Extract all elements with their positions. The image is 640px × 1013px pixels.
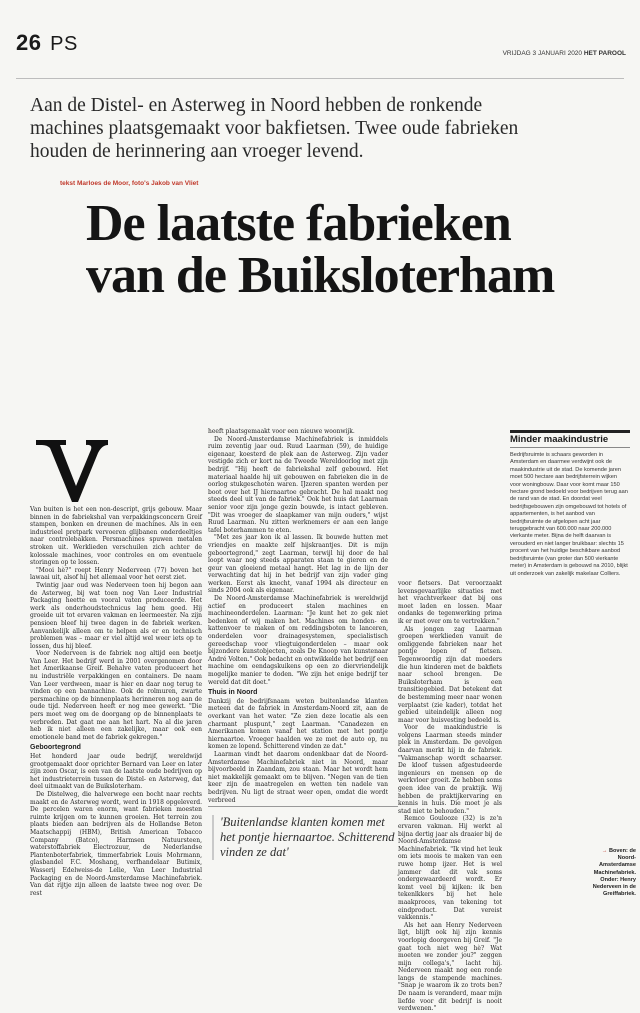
col3-paragraph: Als jongen zag Laarman groepen werklieden vanuit de omliggende fabrieken naar het pontje lopen of fietsen. Tegenwoordig zijn dat moeders die hun kinderen met de bakfiets naar school brengen. De Buiksloterham is een transitiegebied. Dat betekent dat de bestemming meer naar wonen verplaatst (zie kader), totdat het gebied uiteindelijk alleen nog maar voor huisvesting bedoeld is.: [398, 625, 502, 724]
header-meta: [503, 50, 626, 57]
col2-paragraph: De Noord-Amsterdamse Machinefabriek is inmiddels ruim zeventig jaar oud. Ruud Laarman (59), de huidige eigenaar, koesterd de plek aan de Asterweg. Zijn vader vestigde zich er kort na de Tweede Wereldoorlog met zijn bedrijf. "Hij heeft de fabriekshal zelf gebouwd. Het materiaal haalde hij uit gebouwen en fabrieken die in de oorlog stukgeschoten waren. IJzeren spanten werden per boot over het IJ hiernaartoe gebracht. De hal maakt nog steeds deel uit van de fabriek." Ook het huis dat Laarman senior voor zijn jonge gezin bouwde, is intact gebleven. "Dit was vroeger de slaapkamer van mijn ouders," wijst Ruud Laarman. Nu zitten werknemers er aan een lange tafel boterhammen te eten.: [208, 435, 388, 534]
col1-paragraph: "Mooi hè?" roept Henry Nederveen (77) boven het lawaai uit, alsof hij het allemaal voor het eerst ziet.: [30, 566, 202, 582]
col1-paragraph: De Distelweg, die halverwege een bocht naar rechts maakt en de Asterweg wordt, werd in 1918 opgeleverd. De percelen waren enorm, want fabrieken moesten ruimte krijgen om te kunnen groeien. Het terrein zou plaats bieden aan bedrijven als de Hollandse Beton Maatschappij (HBM), British American Tobacco Company (Batco), Harmsen Natuursteen, waterstoffabriek Electrozuur, de Nederlandse Plantenboterfabriek, timmerfabriek Louis Mohrmann, glasbandel F.C. Moshang, verfhandelaar Butimix, Wasserij Edelweiss-de Lelie, Van Leer Industrial Packaging en de Noord-Amsterdamse Machinefabriek. Van dat rijtje zijn alleen de laatste twee nog over. De rest: [30, 790, 202, 897]
col1-paragraph: Twintig jaar oud was Nederveen toen hij begon aan de Asterweg, bij wat toen nog Van Leer Industrial Packaging heette en vooral vaten produceerde. Het werk als onderhoudstechnicus lag hem goed. Hij groeide uit tot ervaren vakman en leermeester. Na zijn pensioen bleef hij twee dagen in de fabriek werken. Aanvankelijk alleen om te helpen als er en technisch problemen was – maar er viel altijd wel weer iets op te lossen, dus hij bleef.: [30, 581, 202, 650]
article-title: [86, 195, 606, 304]
header-divider: [16, 78, 624, 79]
col1-paragraph: Voor Nederveen is de fabriek nog altijd een beetje Van Leer. Het bedrijf werd in 2001 overgenomen door het Amerikaanse Greif. Behalve vaten produceert het nu industriële verpakkingen en containers. De naam Van Leer verdween, maar is hier en daar nog terug te vinden op een bannachine. Ook de rolmuren, zwarte persmachine op de binnenplaats herinneren nog aan de oude tijd. Nederveen heeft er nog mee gewerkt. "Die pers moet weg om de doorgang op de binnenplaats te verbreden. Dat gaat me aan het hart. Na al die jaren heb ik niet alleen een zakelijke, maar ook een emotionele band met de fabriek gekregen.": [30, 650, 202, 741]
page-number-value: 26: [16, 30, 42, 55]
caption-text: Boven: de Noord-Amsterdamse Machinefabriek. Onder: Henry Nederveen in de Greiffabriek.: [592, 848, 636, 898]
sidebar-top-rule: [510, 430, 630, 433]
intro-text: Aan de Distel- en Asterweg in Noord hebben de ronkende machines plaatsgemaakt voor bakfietsen. Twee oude fabrieken houden de herinnering aan vroeger levend.: [30, 95, 519, 162]
col2-paragraph: heeft plaatsgemaakt voor een nieuwe woonwijk.: [208, 428, 355, 435]
col3-paragraph: Als het aan Henry Nederveen ligt, blijft ook hij zijn kennis voorlopig doorgeven bij Greif. "Je gaat toch niet weg hè? Wat moeten we zonder jou?" zeggen mijn collega's," lacht hij. Nederveen maakt nog een ronde langs de stampende machines. "Snap je waarom ik zo trots ben? De naam is veranderd, maar mijn liefde voor dit bedrijf is nooit verdwenen.": [398, 921, 502, 1013]
subheading-geboortegrond: Geboortegrond: [30, 744, 81, 752]
sidebar-title: Minder maakindustrie: [510, 434, 630, 448]
subheading-thuis-in-noord: Thuis in Noord: [208, 689, 258, 697]
article-column-3: [398, 580, 502, 1013]
col3-paragraph: voor fietsers. Dat veroorzaakt levensgevaarlijke situaties met het vrachtverkeer dat bij ons moet laden en lossen. Maar ondanks de tegenwerking prima ik er met over om te vertrekken.": [398, 580, 502, 625]
col1-paragraph: Het honderd jaar oude bedrijf, wereldwijd grootgemaakt door oprichter Bernard van Leer en later zijn zoon Oscar, is een van de laatste oude bedrijven op het industrieterrein tussen de Distel- en Asterweg, dat deel uitmaakt van de Buiksloterham.: [30, 753, 202, 791]
pull-quote: 'Buitenlandse klanten komen met het pontje hiernaartoe. Schitterend vinden ze dat': [212, 815, 400, 860]
header-publication: HET PAROOL: [583, 50, 626, 57]
col2-paragraph: "Met zes jaar kon ik al lassen. Ik bouwde hutten met vriendjes en maakte zelf hijskraantjes. Dit is mijn geboortegrond," zegt Laarman, terwijl hij door de hal loopt waar nog steeds apparaten staan te gieren en de geur van gloeiend metaal hangt. Het lag in de lijn der verwachting dat hij in het bedrijf van zijn vader ging werken. Eerst als knecht, vanaf 1994 als directeur en sinds 2004 ook als eigenaar.: [208, 534, 388, 595]
col2-paragraph: De Noord-Amsterdamse Machinefabriek is wereldwijd actief en produceert stalen machines en machineonderdelen. Laarman: "Je kunt het zo gek niet bedenken of wij maken het. Machines om honden- en kattenvoer te maken of om reddingsboten te lanceren, onderdelen voor drainagesystemen, specialistisch gereedschap voor vliegtuigonderdelen – maar ook bijzondere kunstobjecten, zoals De Knoop van kunstenaar André Volten." Ook bedacht en ontwikkelde het bedrijf een machine om eendagskuikens op een zo diervriendelijk mogelijke manier te doden. "We zijn het enige bedrijf ter wereld dat dit doet.": [208, 595, 388, 686]
col3-paragraph: Voor de maakindustrie is volgens Laarman steeds minder plek in Amsterdam. De gevolgen daarvan merkt hij in de fabriek. "Vakmanschap wordt schaarser. De kloof tussen afgestudeerde ingenieurs en mensen op de werkvloer groeit. Ze hebben soms geen idee van de praktijk. Wij hebben de praktijkervaring en kennis in huis. Die moet je als stad niet te behouden.": [398, 724, 502, 815]
byline-credit: tekst Marloes de Moor, foto's Jakob van Vliet: [60, 180, 199, 187]
caption-arrow-icon: →: [601, 848, 608, 854]
section-name: PS: [50, 33, 78, 55]
col2-paragraph: Laarman vindt het daarom ondenkbaar dat de Noord-Amsterdamse Machinefabriek niet in Noord, maar bijvoorbeeld in Zaandam, zou staan. Maar het wordt hem niet makkelijk gemaakt om te blijven. "Negen van de tien keer zijn de maatregelen en wetten ten nadele van bedrijven. Nu ligt de straat weer open, omdat die wordt verbreed: [208, 750, 388, 804]
article-column-1: [30, 506, 202, 897]
col1-paragraph: Van buiten is het een non-descript, grijs gebouw. Maar binnen in de fabriekshal van verpakkingsconcern Greif stampen, bonken en dreunen de machines. Als in een industrieel pretpark vervoeren glijbanen onderdeeltjes naar controlebakken. Persmachines spuwen metalen stroken uit. Werklieden verschuilen zich achter de kolossale machines, voor controles en om eventuele storingen op te lossen.: [30, 506, 202, 567]
header-date: VRIJDAG 3 JANUARI 2020: [502, 50, 583, 57]
article-column-2: [208, 428, 388, 804]
sidebar-body: Bedrijfsruimte is schaars geworden in Amsterdam en daarmee verdwijnt ook de maakindustrie uit de stad. De komende jaren moet 500 hectare aan bedrijfsterrein wijken voor woningbouw. Daar voor komt maar 150 hectare grond bedoeld voor bedrijven terug aan de rand van de stad. En doordat veel bedrijfsgebouwen zijn omgebouwd tot hotels of appartementen, is het aanbod van bedrijfsruimte de afgelopen acht jaar teruggebracht van 600.000 naar 200.000 vierkante meter. Bijna de helft daarvan is verouderd en niet langer bruikbaar: slechts 15 procent van het huidige beschikbare aanbod bedrijfsruimte (van groter dan 500 vierkante meter) in Amsterdam is gebouwd na 2010, blijkt uit onderzoek van zakelijk makelaar Colliers.: [510, 452, 628, 577]
title-line-2: van de Buiksloterham: [86, 247, 555, 304]
col2-paragraph: Dankzij de bedrijfsnaam weten buitenlandse klanten meteen dat de fabriek in Amsterdam-Noord zit, aan de overkant van het water. "Ze zien deze locatie als een charmant pluspunt," zegt Laarman. "Canadezen en Amerikanen komen vanaf het station met het pontje hiernaartoe. Vroeger haalden we ze met de auto op, nu komen ze lopend. Schitterend vinden ze dat.": [208, 697, 388, 751]
dropcap-letter: [32, 436, 112, 504]
col3-paragraph: Remco Goulooze (32) is ze'n ervaren vakman. Hij werkt al bijna dertig jaar als draaier bij de Noord-Amsterdamse Machinefabriek. "Ik vind het leuk om iets moois te maken van een ruwe homp ijzer. Het is wel jammer dat dit vak soms ondergewaardeerd wordt. Er komt veel bij kijken: ik ben tekenlkkers bij het hele maakproces, van tekening tot eindproduct. Dat vereist vakkennis.": [398, 815, 502, 922]
title-line-1: De laatste fabrieken: [86, 195, 511, 252]
page-number: [16, 30, 78, 56]
photo-caption: [590, 848, 636, 898]
quote-divider: [208, 806, 398, 807]
